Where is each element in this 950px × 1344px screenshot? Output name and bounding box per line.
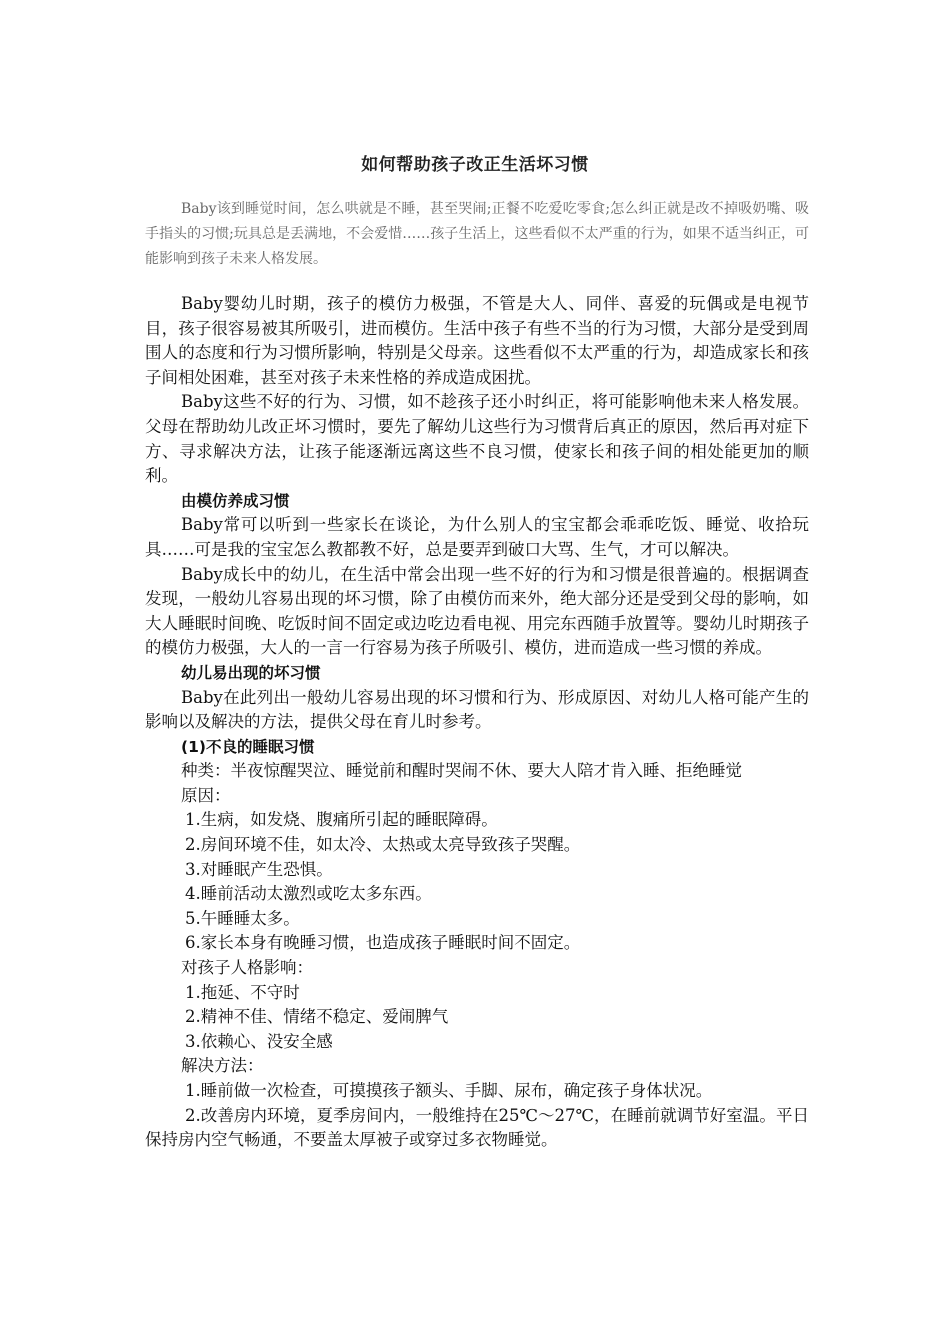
section-heading-imitation: 由模仿养成习惯 — [181, 491, 290, 510]
subsection-heading-sleep: (1)不良的睡眠习惯 — [181, 737, 315, 756]
cause-item: 4.睡前活动太激烈或吃太多东西。 — [185, 884, 432, 904]
cause-item: 6.家长本身有晚睡习惯，也造成孩子睡眠时间不固定。 — [185, 933, 581, 953]
section-heading-bad-habits: 幼儿易出现的坏习惯 — [181, 663, 321, 682]
cause-item: 3.对睡眠产生恐惧。 — [185, 859, 333, 879]
intro-paragraph: Baby该到睡觉时间，怎么哄就是不睡，甚至哭闹;正餐不吃爱吃零食;怎么纠正就是改不掉吸奶嘴、吸手指头的习惯;玩具总是丢满地，不会爱惜……孩子生活上，这些看似不太严重的行为，如果不适当纠正，可能影响到孩子未来人格发展。 — [145, 201, 809, 267]
effects-label: 对孩子人格影响： — [181, 958, 313, 978]
effect-item: 1.拖延、不守时 — [185, 982, 300, 1002]
body-paragraph-2: Baby这些不好的行为、习惯，如不趁孩子还小时纠正，将可能影响他未来人格发展。父母在帮助幼儿改正坏习惯时，要先了解幼儿这些行为习惯背后真正的原因，然后再对症下方、寻求解决方法，让孩子能逐渐远离这些不良习惯，使家长和孩子间的相处能更加的顺利。 — [145, 392, 809, 486]
solution-item: 1.睡前做一次检查，可摸摸孩子额头、手脚、尿布，确定孩子身体状况。 — [185, 1081, 713, 1100]
causes-label: 原因： — [181, 785, 231, 805]
solution-item: 2.改善房内环境，夏季房间内，一般维持在25℃～27℃，在睡前就调节好室温。平日保持房内空气畅通，不要盖太厚被子或穿过多衣物睡觉。 — [145, 1105, 809, 1150]
body-paragraph-3: Baby常可以听到一些家长在谈论，为什么别人的宝宝都会乖乖吃饭、睡觉、收拾玩具……可是我的宝宝怎么教都教不好，总是要弄到破口大骂、生气，才可以解决。 — [145, 515, 809, 559]
document-body — [145, 292, 809, 1153]
kinds-line: 种类：半夜惊醒哭泣、睡觉前和醒时哭闹不休、要大人陪才肯入睡、拒绝睡觉 — [181, 761, 742, 781]
document-title: 如何帮助孩子改正生活坏习惯 — [361, 155, 589, 175]
body-paragraph-5: Baby在此列出一般幼儿容易出现的坏习惯和行为、形成原因、对幼儿人格可能产生的影响以及解决的方法，提供父母在育儿时参考。 — [145, 687, 809, 732]
effect-item: 3.依赖心、没安全感 — [185, 1031, 333, 1051]
body-paragraph-4: Baby成长中的幼儿，在生活中常会出现一些不好的行为和习惯是很普遍的。根据调查发现，一般幼儿容易出现的坏习惯，除了由模仿而来外，绝大部分还是受到父母的影响，如大人睡眠时间晚、吃饭时间不固定或边吃边看电视、用完东西随手放置等。婴幼儿时期孩子的模仿力极强，大人的一言一行容易为孩子所吸引、模仿，进而造成一些习惯的养成。 — [145, 564, 809, 658]
solutions-label: 解决方法： — [181, 1056, 264, 1076]
cause-item: 5.午睡睡太多。 — [185, 908, 300, 928]
effect-item: 2.精神不佳、情绪不稳定、爱闹脾气 — [185, 1007, 449, 1027]
body-paragraph-1: Baby婴幼儿时期，孩子的模仿力极强，不管是大人、同伴、喜爱的玩偶或是电视节目，孩子很容易被其所吸引，进而模仿。生活中孩子有些不当的行为习惯，大部分是受到周围人的态度和行为习惯所影响，特别是父母亲。这些看似不太严重的行为，却造成家长和孩子间相处困难，甚至对孩子未来性格的养成造成困扰。 — [145, 294, 809, 387]
cause-item: 2.房间环境不佳，如太冷、太热或太亮导致孩子哭醒。 — [185, 835, 581, 855]
cause-item: 1.生病，如发烧、腹痛所引起的睡眠障碍。 — [185, 810, 498, 830]
